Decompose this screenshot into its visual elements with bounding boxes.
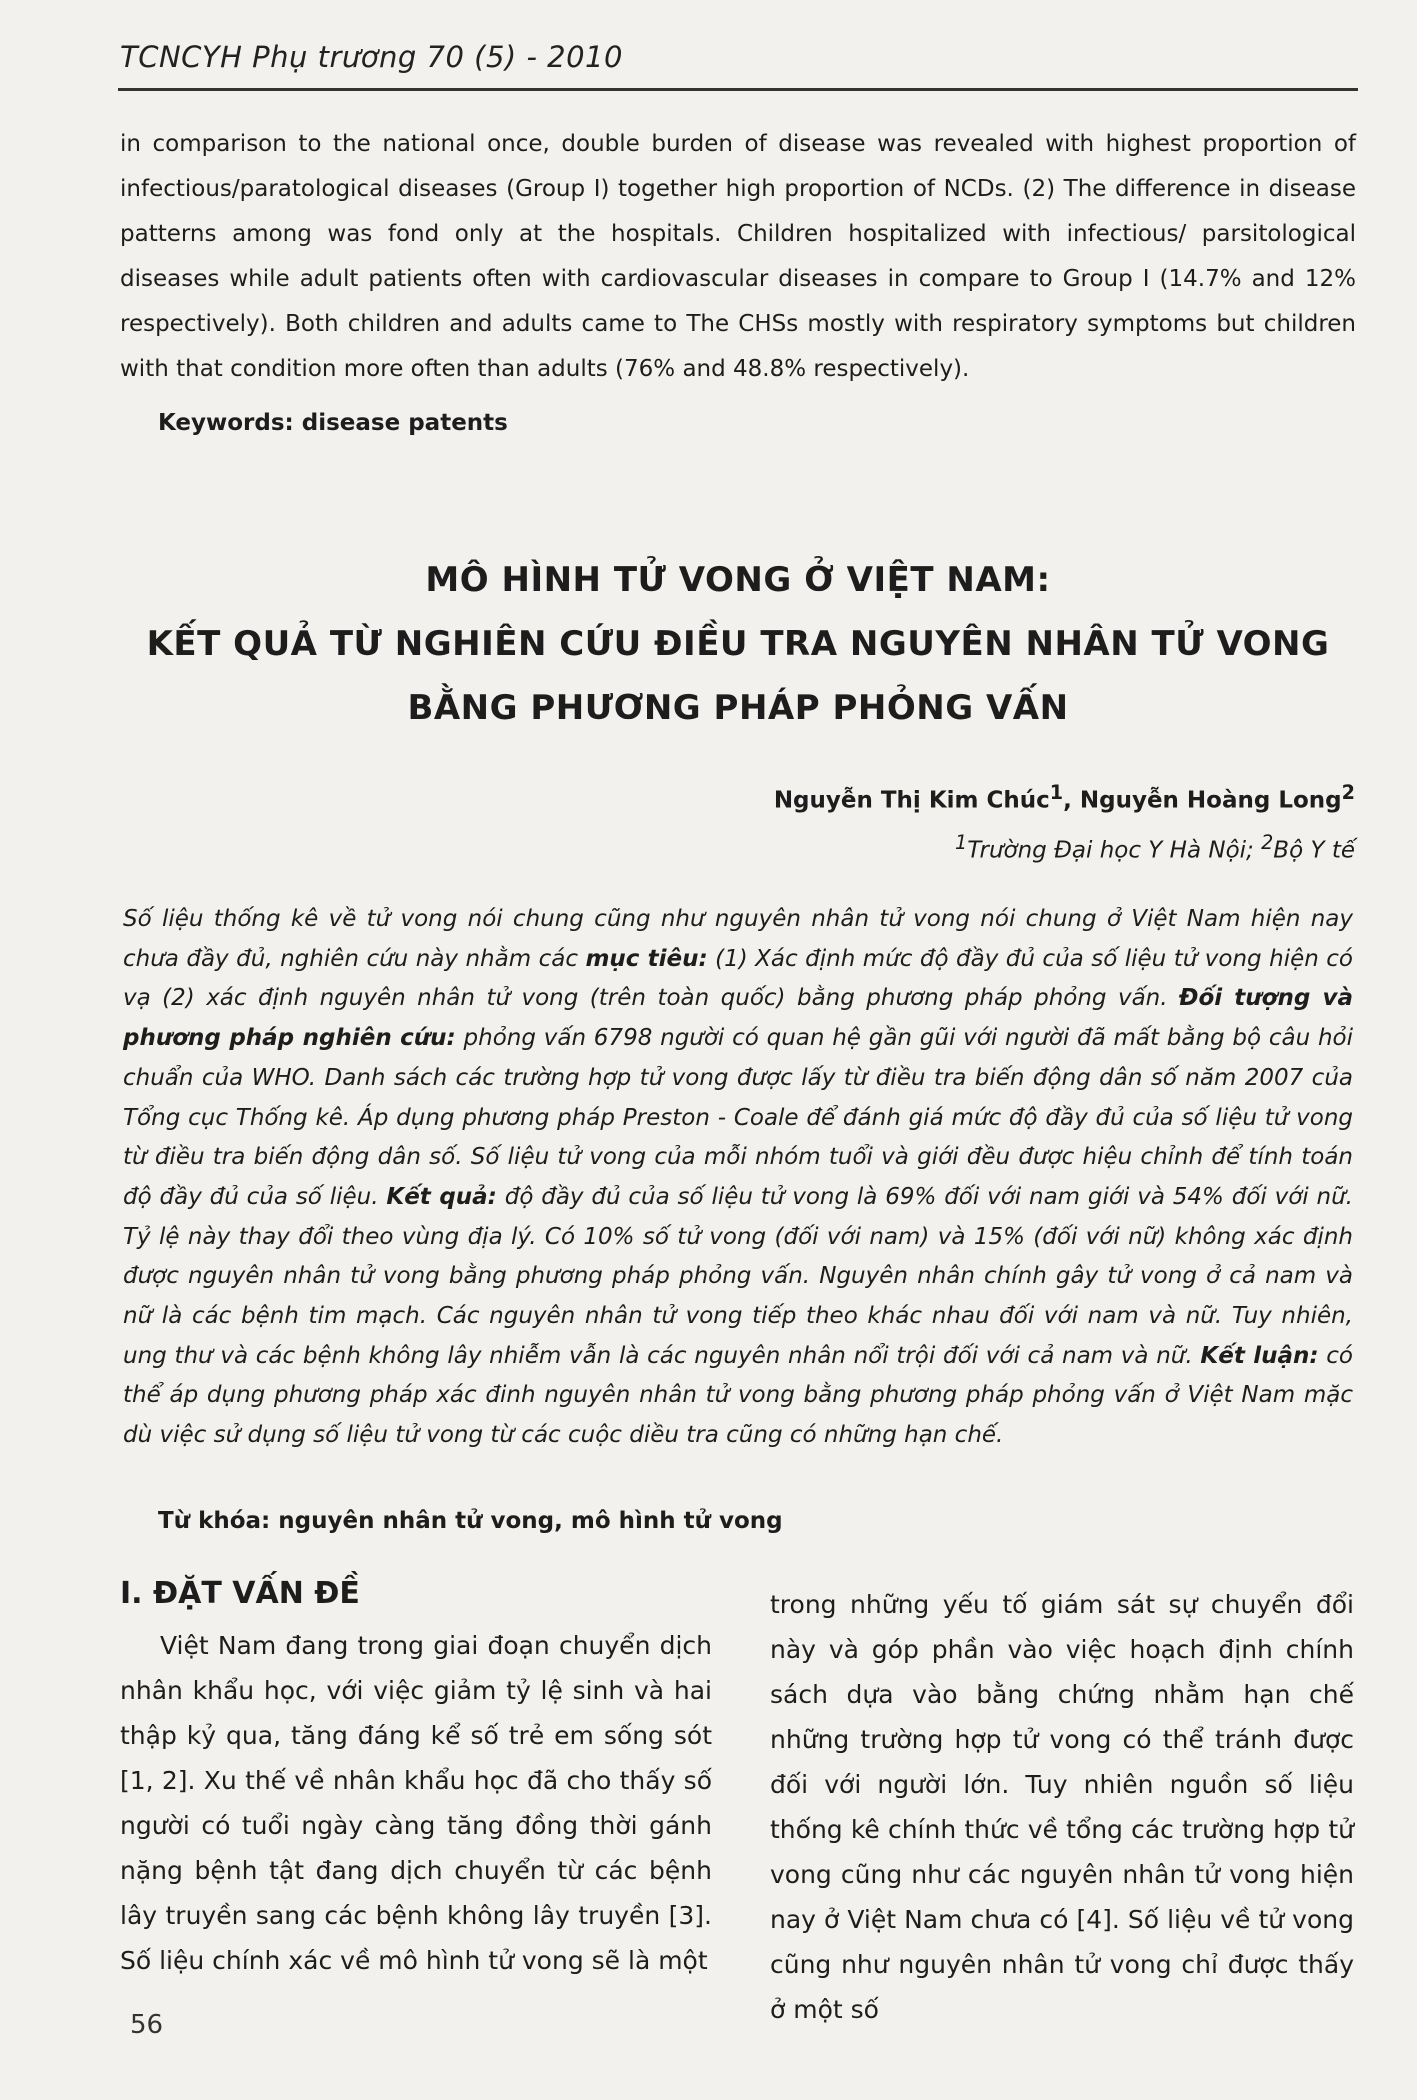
running-header: TCNCYH Phụ trương 70 (5) - 2010 — [120, 40, 623, 74]
author-2-sup: 2 — [1341, 781, 1355, 804]
left-column — [120, 1576, 712, 1983]
abstract-vietnamese — [123, 900, 1353, 1456]
left-column-text: Việt Nam đang trong giai đoạn chuyển dịch nhân khẩu học, với việc giảm tỷ lệ sinh và hai thập kỷ qua, tăng đáng kể số trẻ em sống sót [1, 2]. Xu thế về nhân khẩu học đã cho thấy số người có tuổi ngày càng tăng đồng thời gánh nặng bệnh tật đang dịch chuyển từ các bệnh lây truyền sang các bệnh không lây truyền [3]. Số liệu chính xác về mô hình tử vong sẽ là một — [120, 1631, 712, 1975]
header-rule — [118, 88, 1358, 91]
affil-1: Trường Đại học Y Hà Nội; — [967, 837, 1262, 864]
author-2: Nguyễn Hoàng Long — [1079, 787, 1342, 814]
author-names — [774, 772, 1355, 822]
affiliations — [774, 822, 1355, 872]
title-line-3: BẰNG PHƯƠNG PHÁP PHỎNG VẤN — [407, 688, 1069, 728]
affil-2: Bộ Y tế — [1273, 837, 1355, 864]
right-column-text: trong những yếu tố giám sát sự chuyển đổi này và góp phần vào việc hoạch định chính sách dựa vào bằng chứng nhằm hạn chế những trường hợp tử vong có thể tránh được đối với người lớn. Tuy nhiên nguồn số liệu thống kê chính thức về tổng các trường hợp tử vong cũng như các nguyên nhân tử vong hiện nay ở Việt Nam chưa có [4]. Số liệu về tử vong cũng như nguyên nhân tử vong chỉ được thấy ở một số — [770, 1590, 1354, 2024]
page-number: 56 — [130, 2010, 164, 2040]
author-1-sup: 1 — [1049, 781, 1064, 804]
affil-2-sup: 2 — [1261, 830, 1274, 854]
label-results: Kết quả: — [386, 1183, 497, 1210]
abstract-vi-intro: Số liệu thống kê về tử vong nói chung cũng như nguyên nhân tử vong nói chung ở Việt Nam hiện nay chưa đầy đủ, nghiên cứu này nhằm các — [123, 906, 1353, 972]
abstract-english: in comparison to the national once, double burden of disease was revealed with highest proportion of infectious/paratological diseases (Group I) together high proportion of NCDs. (2) The difference in disease patterns among was fond only at the hospitals. Children hospitalized with infectious/ parsitological diseases while adult patients often with cardiovascular diseases in compare to Group I (14.7% and 12% respectively). Both children and adults came to The CHSs mostly with respiratory symptoms but children with that condition more often than adults (76% and 48.8% respectively). — [120, 131, 1356, 382]
author-block — [774, 772, 1355, 871]
title-line-1: MÔ HÌNH TỬ VONG Ở VIỆT NAM: — [425, 560, 1051, 600]
keywords-vietnamese: Từ khóa: nguyên nhân tử vong, mô hình tử vong — [158, 1508, 783, 1534]
title-line-2: KẾT QUẢ TỪ NGHIÊN CỨU ĐIỀU TRA NGUYÊN NHÂN TỬ VONG — [146, 624, 1330, 664]
author-1: Nguyễn Thị Kim Chúc — [773, 787, 1050, 814]
article-title — [120, 548, 1356, 740]
label-methods: Đối tượng và phương pháp nghiên cứu: — [123, 985, 1353, 1052]
label-objective: mục tiêu: — [585, 945, 708, 972]
abstract-vi-results: độ đầy đủ của số liệu tử vong là 69% đối với nam giới và 54% đối với nữ. Tỷ lệ này thay đổi theo vùng địa lý. Có 10% số tử vong (đối với nam) và 15% (đối với nữ) không xác định được nguyên nhân tử vong bằng phương pháp phỏng vấn. Nguyên nhân chính gây tử vong ở cả nam và nữ là các bệnh tim mạch. Các nguyên nhân tử vong tiếp theo khác nhau đối với nam và nữ. Tuy nhiên, ung thư và các bệnh không lây nhiễm vẫn là các nguyên nhân nổi trội đối với cả nam và nữ. — [123, 1183, 1353, 1369]
section-heading: I. ĐẶT VẤN ĐỀ — [120, 1576, 360, 1611]
keywords-english: Keywords: disease patents — [158, 410, 508, 436]
label-conclusion: Kết luận: — [1200, 1342, 1319, 1369]
abstract-vi-methods: phỏng vấn 6798 người có quan hệ gần gũi với người đã mất bằng bộ câu hỏi chuẩn của WHO. Danh sách các trường hợp tử vong được lấy từ điều tra biến động dân số năm 2007 của Tổng cục Thống kê. Áp dụng phương pháp Preston - Coale để đánh giá mức độ đầy đủ của số liệu tử vong từ điều tra biến động dân số. Số liệu tử vong của mỗi nhóm tuổi và giới đều được hiệu chỉnh để tính toán độ đầy đủ của số liệu. — [123, 1025, 1353, 1210]
abstract-vi-objective: (1) Xác định mức độ đầy đủ của số liệu tử vong hiện có vạ (2) xác định nguyên nhân tử vong (trên toàn quốc) bằng phương pháp phỏng vấn. — [123, 945, 1354, 1012]
author-separator: , — [1063, 787, 1080, 814]
affil-1-sup: 1 — [955, 830, 968, 854]
abstract-vi-conclusion: có thể áp dụng phương pháp xác đinh nguyên nhân tử vong bằng phương pháp phỏng vấn ở Việt Nam mặc dù việc sử dụng số liệu tử vong từ các cuộc diều tra cũng có những hạn chế. — [123, 1342, 1354, 1449]
